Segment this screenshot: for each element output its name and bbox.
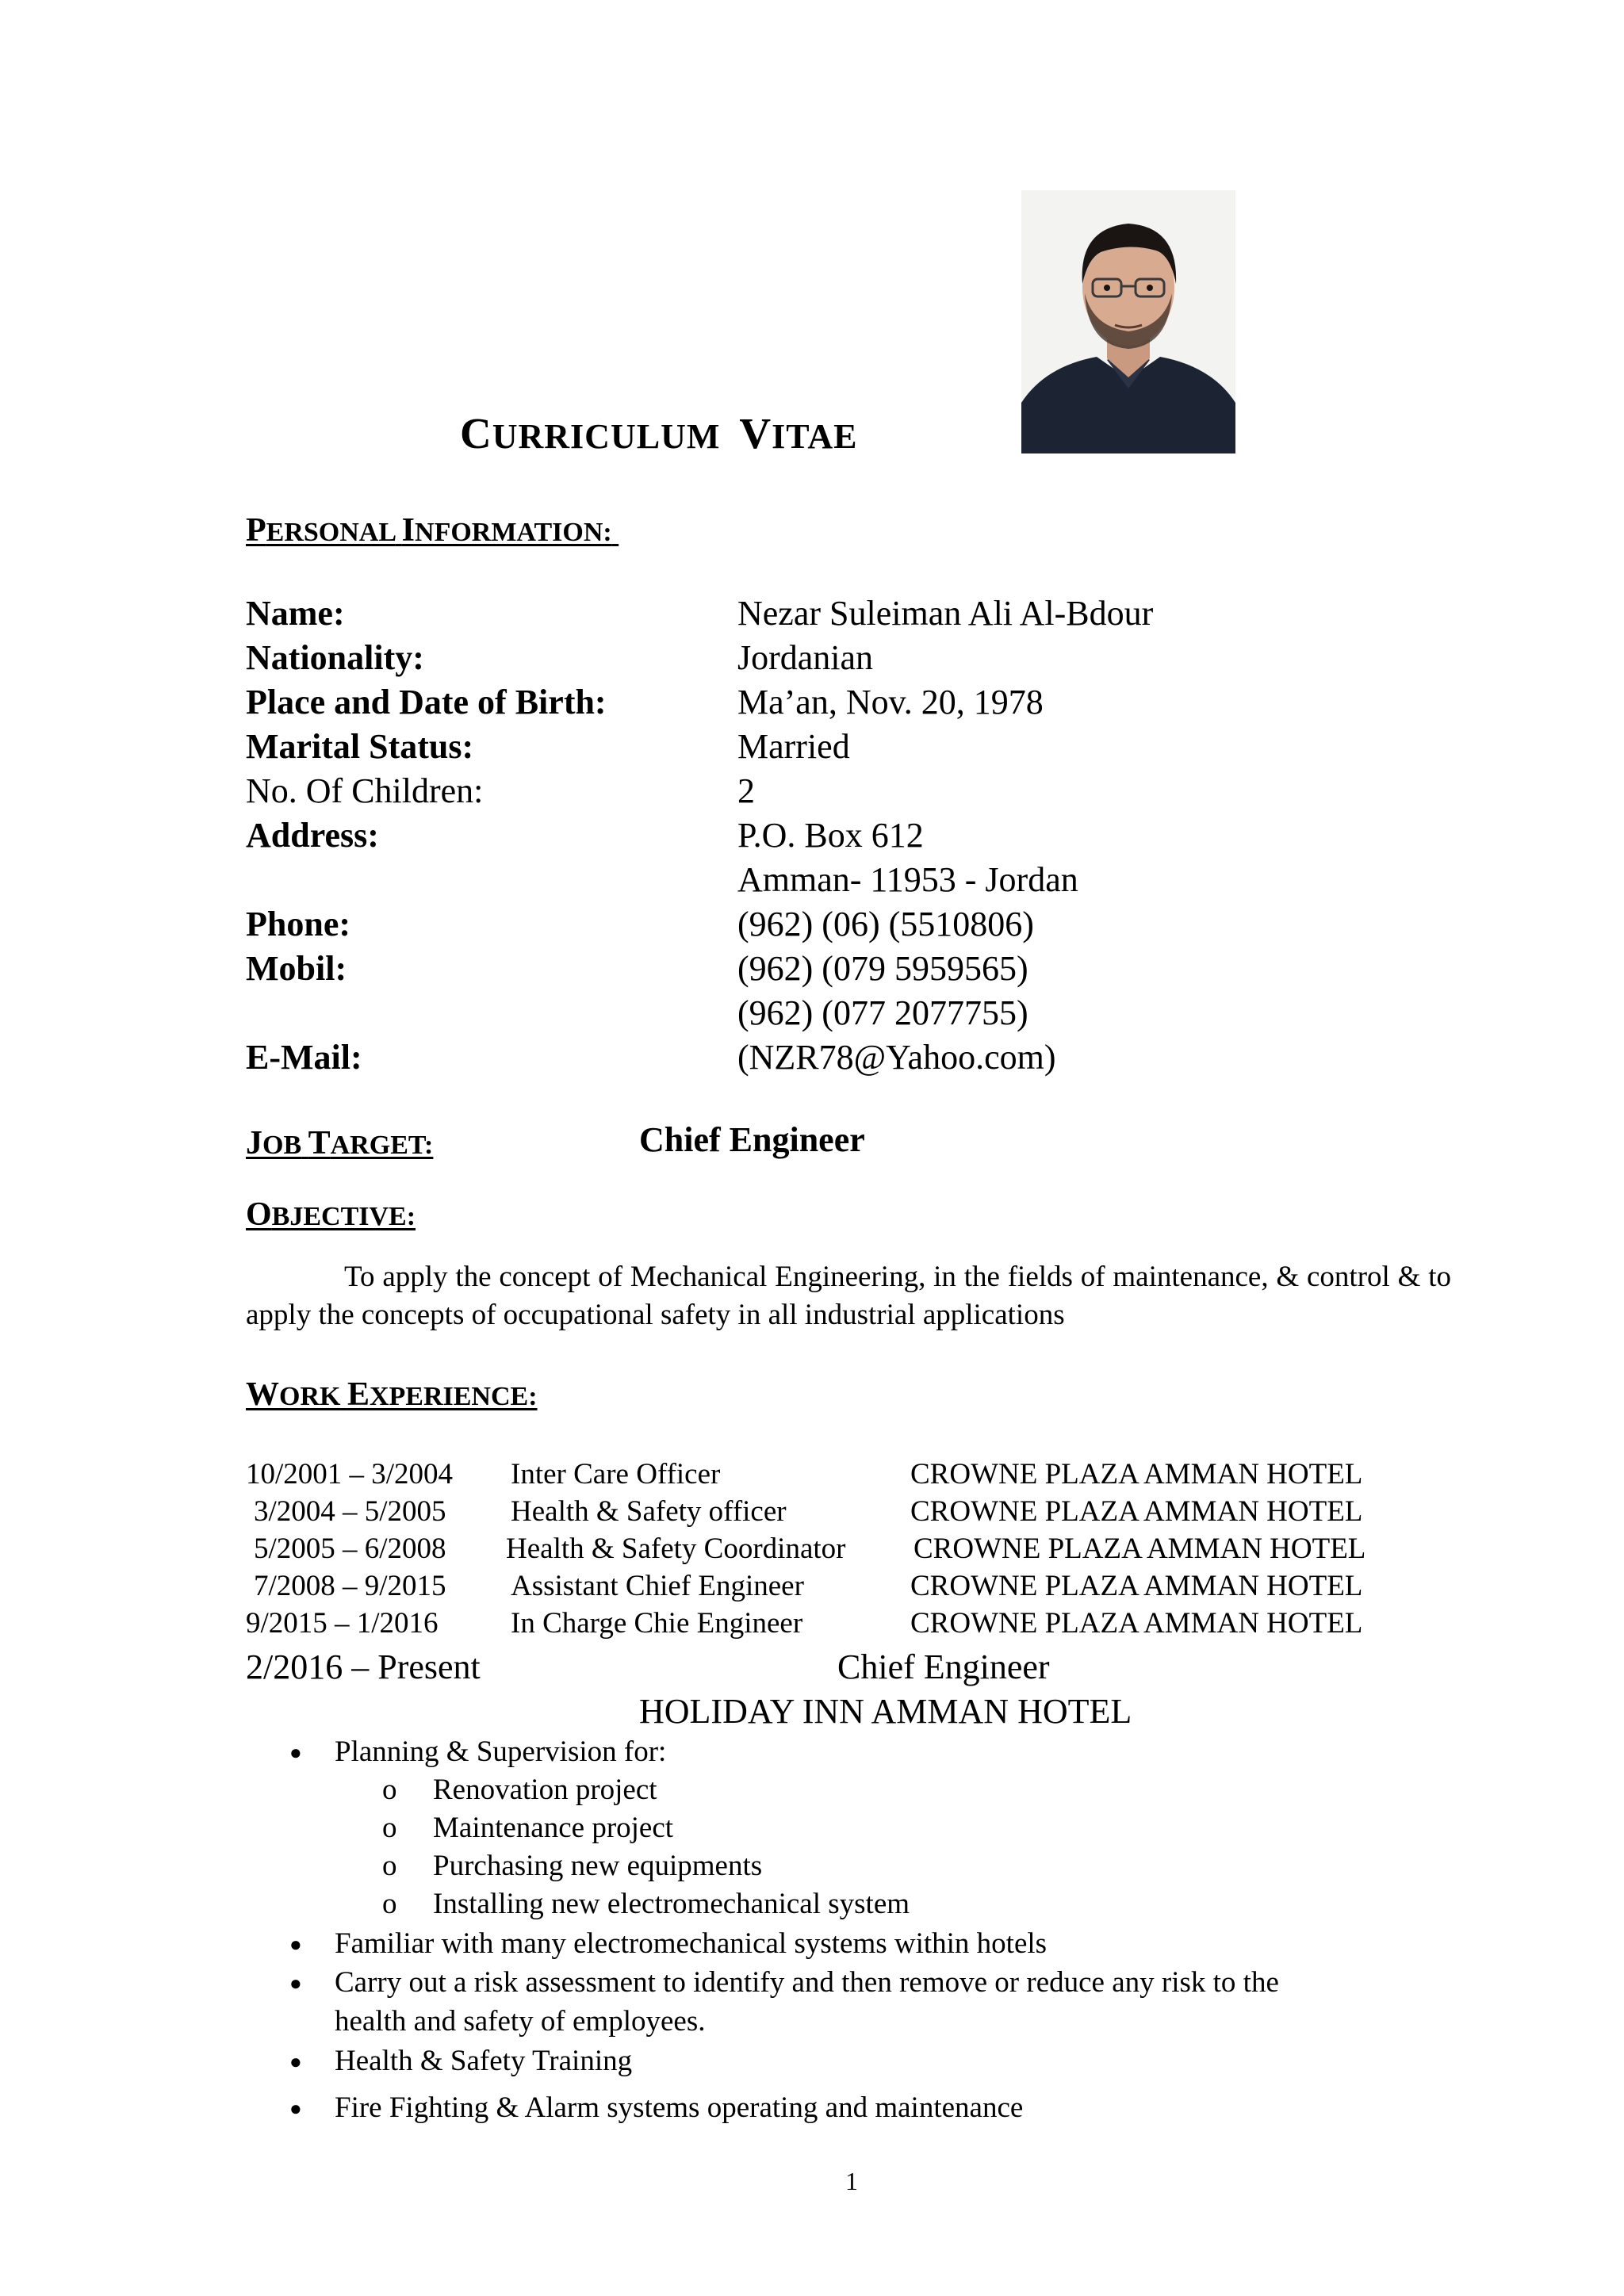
- title-word-2: ITAE: [772, 417, 858, 456]
- personal-info-heading: [246, 511, 619, 549]
- current-job-dates: 2/2016 – Present: [246, 1647, 481, 1686]
- address-label: Address:: [246, 816, 379, 855]
- nationality-label: Nationality:: [246, 638, 424, 677]
- job-title: Assistant Chief Engineer: [511, 1570, 804, 1602]
- heading-initial: O: [246, 1196, 272, 1233]
- heading-word: ORK: [279, 1382, 341, 1411]
- title-word: URRICULUM: [492, 417, 721, 456]
- sub-bullet-icon: o: [382, 1774, 397, 1806]
- job-target-value: Chief Engineer: [639, 1120, 865, 1159]
- title-initial-2: V: [739, 409, 772, 457]
- current-job-title: Chief Engineer: [837, 1647, 1050, 1686]
- mobile-label: Mobil:: [246, 949, 347, 988]
- work-experience-heading: [246, 1376, 538, 1414]
- sub-duty-item: Maintenance project: [433, 1812, 674, 1844]
- job-dates: 3/2004 – 5/2005: [254, 1495, 446, 1528]
- bullet-icon: ●: [289, 1741, 302, 1764]
- sub-duty-item: Installing new electromechanical system: [433, 1888, 910, 1920]
- heading-word-2: NFORMATION:: [415, 518, 612, 547]
- bullet-icon: ●: [289, 2050, 302, 2073]
- nationality-value: Jordanian: [737, 638, 874, 677]
- page-title: [460, 408, 857, 458]
- heading-word: BJECTIVE:: [271, 1202, 416, 1231]
- name-label: Name:: [246, 594, 345, 633]
- current-job-employer: HOLIDAY INN AMMAN HOTEL: [639, 1692, 1132, 1731]
- person-portrait-icon: [1021, 190, 1235, 453]
- marital-status-value: Married: [737, 727, 850, 766]
- job-dates: 10/2001 – 3/2004: [246, 1458, 454, 1490]
- heading-word: ERSONAL: [266, 518, 396, 547]
- job-employer: CROWNE PLAZA AMMAN HOTEL: [914, 1533, 1366, 1565]
- job-title: In Charge Chie Engineer: [511, 1607, 803, 1640]
- children-label: No. Of Children:: [246, 771, 484, 810]
- children-value: 2: [737, 771, 755, 810]
- job-target-heading: [246, 1124, 433, 1162]
- sub-duty-item: Purchasing new equipments: [433, 1850, 763, 1882]
- phone-label: Phone:: [246, 905, 350, 943]
- duty-item: Health & Safety Training: [335, 2045, 633, 2077]
- job-title: Health & Safety Coordinator: [506, 1533, 846, 1565]
- sub-bullet-icon: o: [382, 1812, 397, 1844]
- duty-item: Carry out a risk assessment to identify and then remove or reduce any risk to the: [335, 1966, 1279, 1999]
- mobile-value-1: (962) (079 5959565): [737, 949, 1028, 988]
- bullet-icon: ●: [289, 1933, 302, 1956]
- duty-item-continuation: health and safety of employees.: [335, 2005, 706, 2038]
- heading-initial-2: T: [308, 1125, 331, 1161]
- email-label: E-Mail:: [246, 1038, 362, 1077]
- job-employer: CROWNE PLAZA AMMAN HOTEL: [910, 1570, 1363, 1602]
- title-initial: C: [460, 409, 492, 457]
- heading-initial: J: [246, 1125, 262, 1161]
- bullet-icon: ●: [289, 2097, 302, 2120]
- job-dates: 5/2005 – 6/2008: [254, 1533, 446, 1565]
- duty-item: Familiar with many electromechanical systems within hotels: [335, 1927, 1048, 1960]
- sub-bullet-icon: o: [382, 1888, 397, 1920]
- email-value: (NZR78@Yahoo.com): [737, 1038, 1056, 1077]
- phone-value: (962) (06) (5510806): [737, 905, 1034, 943]
- heading-initial-2: E: [347, 1376, 370, 1413]
- birth-label: Place and Date of Birth:: [246, 683, 607, 721]
- heading-initial: P: [246, 512, 266, 549]
- job-dates: 7/2008 – 9/2015: [254, 1570, 446, 1602]
- birth-value: Ma’an, Nov. 20, 1978: [737, 683, 1044, 721]
- address-line-1: P.O. Box 612: [737, 816, 924, 855]
- duty-item: Planning & Supervision for:: [335, 1735, 667, 1768]
- heading-initial: W: [246, 1376, 279, 1413]
- page-number: 1: [845, 2167, 858, 2195]
- heading-word: OB: [262, 1131, 302, 1160]
- sub-duty-item: Renovation project: [433, 1774, 657, 1806]
- heading-initial-2: I: [401, 512, 416, 549]
- mobile-value-2: (962) (077 2077755): [737, 993, 1028, 1032]
- job-employer: CROWNE PLAZA AMMAN HOTEL: [910, 1607, 1363, 1640]
- duty-item: Fire Fighting & Alarm systems operating and maintenance: [335, 2091, 1024, 2124]
- name-value: Nezar Suleiman Ali Al-Bdour: [737, 594, 1154, 633]
- sub-bullet-icon: o: [382, 1850, 397, 1882]
- address-line-2: Amman- 11953 - Jordan: [737, 860, 1078, 899]
- job-title: Health & Safety officer: [511, 1495, 787, 1528]
- bullet-icon: ●: [289, 1972, 302, 1995]
- heading-word-2: XPERIENCE:: [369, 1382, 538, 1411]
- objective-text: To apply the concept of Mechanical Engineering, in the fields of maintenance, & control & to apply the concepts of occupational safety in all industrial applications: [246, 1261, 1451, 1331]
- heading-word-2: ARGET:: [330, 1131, 434, 1160]
- job-title: Inter Care Officer: [511, 1458, 721, 1490]
- portrait-photo: [1021, 190, 1235, 453]
- marital-status-label: Marital Status:: [246, 727, 474, 766]
- job-employer: CROWNE PLAZA AMMAN HOTEL: [910, 1458, 1363, 1490]
- objective-heading: [246, 1196, 416, 1234]
- job-dates: 9/2015 – 1/2016: [246, 1607, 439, 1640]
- job-employer: CROWNE PLAZA AMMAN HOTEL: [910, 1495, 1363, 1528]
